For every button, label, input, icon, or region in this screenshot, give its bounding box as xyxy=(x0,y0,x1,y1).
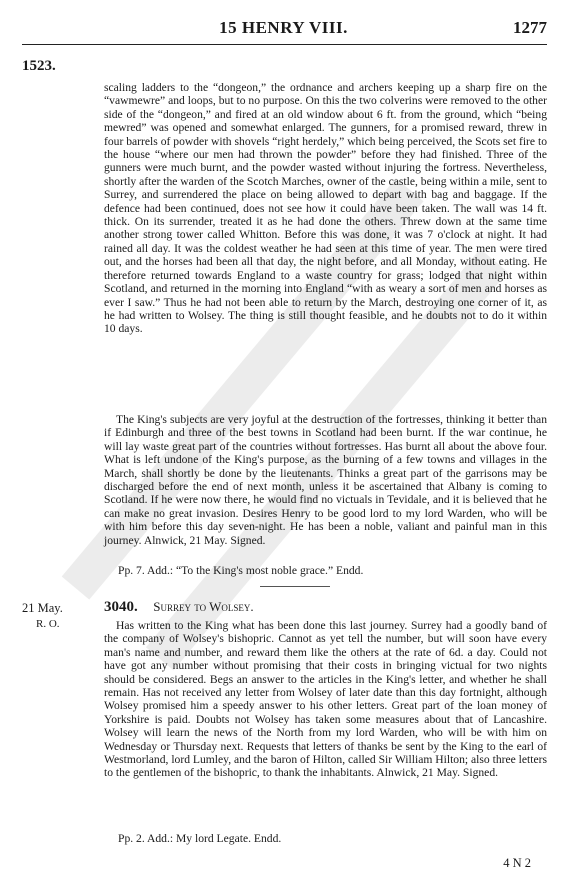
entry-number: 3040. xyxy=(104,599,138,615)
signature-mark: 4 N 2 xyxy=(503,856,531,870)
entry-title: Surrey to Wolsey. xyxy=(153,599,254,614)
endorsement-1: Pp. 7. Add.: “To the King's most noble grace.” Endd. xyxy=(118,564,364,577)
paragraph-2 xyxy=(104,413,547,547)
entry-text: Has written to the King what has been done this last journey. Surrey had a goodly band of the company of Wolsey's bishopric. Cannot as yet tell the number, but will soon have every man's name and number, and reward them like the others at the rate of 6d. a day. Could not have got any number without promising that their costs in bringing victual for two nights should be considered. Begs an answer to the articles in the King's letter, and whether he shall remain. Has not received any letter from Wolsey of later date than this day fortnight, although Wolsey promised him a speedy answer to his other letters. Great part of the loan money of Yorkshire is paid. Doubts not Wolsey has taken some measures about that of Lancashire. Wolsey will learn the news of the North from my lord Warden, who will be with him on Wednesday or Thursday next. Requests that letters of thanks be sent by the King to the earl of Westmorland, lord Lumley, and the baron of Hilton, called Sir William Hilton; also three letters to the gentlemen of the bishopric, to thank the inhabitants. Alnwick, 21 May. Signed. xyxy=(104,619,547,780)
endorsement-2: Pp. 2. Add.: My lord Legate. Endd. xyxy=(118,832,282,845)
entry-source: R. O. xyxy=(36,618,60,630)
entry-heading xyxy=(104,599,254,616)
paragraph-text: scaling ladders to the “dongeon,” the ordnance and archers keeping up a sharp fire on the “vawmewre” and loops, but to no purpose. On this the two colverins were removed to the other side of the “dongeon,” and fired at an old window about 6 ft. from the ground, which “being mewred” was opened and somewhat enlarged. The gunners, for a promised reward, threw in four barrels of powder with shovels “right herdely,” which being perceived, the Scots set fire to the house “where our men had thrown the powder” before they had finished. Three of the gunners were much burnt, and the powder wasted without injuring the fortress. Nevertheless, shortly after the warden of the Scotch Marches, owner of the castle, being within a mile, sent to Surrey, and surrendered the place on being allowed to depart with bag and baggage. If the defence had been continued, does not see how it could have been taken. The wall was 14 ft. thick. On its surrender, treated it as he had done the others. Threw down at the same time another strong tower called Whitton. Before this was done, it was 7 o'clock at night. It had rained all day. It was the coldest weather he had seen at this time of year. The men were tired out, and the horses had been all that day, the night before, and all Monday, without eating. He therefore returned towards England to a waste country for grass; lodged that night within Scotland, and returned in the morning into England “with as weary a sort of men and horses as ever I saw.” Thus he had not been able to return by the March, destroying one corner of it, as he had written to Wolsey. The thing is still thought feasible, and he doubts not to do it within 10 days. xyxy=(104,81,548,336)
year-margin: 1523. xyxy=(22,58,56,74)
running-head: 15 HENRY VIII. xyxy=(219,18,348,37)
paragraph-text: The King's subjects are very joyful at the destruction of the fortresses, thinking it better than if Edinburgh and three of the best towns in Scotland had been burnt. If the war continue, he will lay waste great part of the countries without fortresses. Has burnt all about the above four. What is left undone of the King's purpose, as the burning of a few towns and villages in the March, shall shortly be done by the lieutenants. Thinks a great part of the garrisons may be discharged before the end of next month, unless it be ascertained that Albany is coming to Scotland. If he were now there, he would find no victuals in Tevidale, and it is believed that he can make no great invasion. Desires Henry to be good lord to my lord Warden, who will be with him before this day seven-night. He has been a noble, valiant and painful man in this journey. Alnwick, 21 May. Signed. xyxy=(104,413,547,547)
header-rule xyxy=(22,44,547,45)
section-separator xyxy=(260,586,330,587)
page-header xyxy=(0,18,567,40)
entry-date: 21 May. xyxy=(22,601,63,615)
paragraph-1 xyxy=(104,81,547,336)
entry-body xyxy=(104,619,547,780)
page-number: 1277 xyxy=(513,18,547,37)
